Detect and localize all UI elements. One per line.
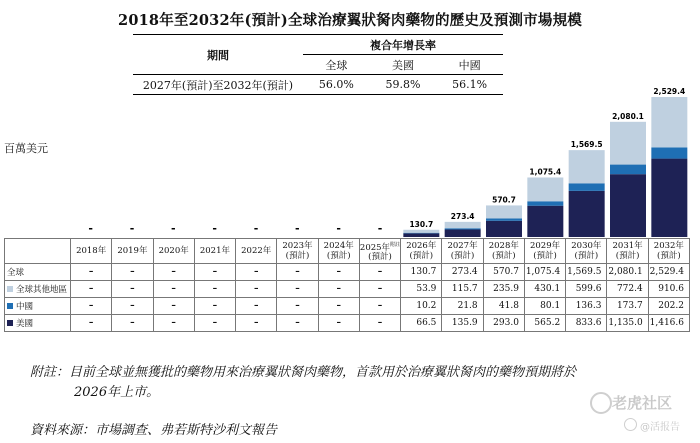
table-header-text: 2025年	[359, 242, 391, 253]
bar-segment-other	[651, 97, 687, 147]
table-cell: –	[71, 315, 112, 332]
table-cell: 570.7	[483, 264, 524, 281]
table-cell: 10.2	[401, 298, 442, 315]
table-header-cell	[112, 239, 153, 264]
table-cell: –	[277, 315, 318, 332]
table-cell: –	[277, 298, 318, 315]
bar-top-label: -	[377, 222, 383, 235]
table-cell: 273.4	[442, 264, 483, 281]
bar-top-label: 1,569.5	[570, 140, 603, 150]
table-cell: 2,529.4	[648, 264, 689, 281]
cagr-value-global: 56.0%	[303, 75, 370, 95]
table-header-text: 2028年	[488, 241, 519, 251]
table-cell: –	[112, 264, 153, 281]
table-cell: –	[112, 281, 153, 298]
bar-segment-other	[403, 230, 439, 233]
table-header-text: 2026年	[406, 241, 437, 251]
table-header-cell	[194, 239, 235, 264]
legend-swatch-us	[7, 320, 13, 326]
table-cell: 1,135.0	[607, 315, 648, 332]
table-cell: –	[71, 298, 112, 315]
bar-segment-us	[527, 206, 563, 237]
table-cell: 2,080.1	[607, 264, 648, 281]
note-line-1: 附註：目前全球並無獲批的藥物用來治療翼狀胬肉藥物，首款用於治療翼狀胬肉的藥物預期將於	[30, 365, 577, 380]
table-corner-cell	[5, 239, 71, 264]
table-row-label	[5, 264, 71, 281]
table-header-text: (預計)	[368, 252, 392, 263]
table-cell: –	[236, 298, 277, 315]
table-header-text: (預計)	[533, 251, 557, 261]
table-cell: 293.0	[483, 315, 524, 332]
cagr-period: 2027年(預計)至2032年(預計)	[133, 75, 303, 95]
table-cell: –	[153, 281, 194, 298]
table-cell: 430.1	[524, 281, 565, 298]
bar-segment-us	[486, 221, 522, 237]
table-cell: 130.7	[401, 264, 442, 281]
table-cell: 21.8	[442, 298, 483, 315]
bar-segment-china	[486, 218, 522, 220]
table-header-text: (預計)	[450, 251, 475, 261]
data-table	[4, 238, 690, 332]
table-cell: –	[153, 298, 194, 315]
cagr-col-global: 全球	[303, 55, 370, 75]
table-row	[5, 264, 690, 281]
table-header-text: 2018年	[76, 246, 107, 256]
cagr-value-us: 59.8%	[370, 75, 437, 95]
table-header-text: 2022年	[241, 246, 272, 256]
bar-segment-china	[445, 228, 481, 229]
table-row-label	[5, 315, 71, 332]
table-cell: 66.5	[401, 315, 442, 332]
bar-segment-other	[610, 122, 646, 165]
table-row-label-text: 美國	[16, 319, 34, 329]
table-header-cell	[648, 239, 689, 264]
bar-top-label: 273.4	[450, 211, 475, 221]
watermark-sub: @活报告	[640, 422, 680, 433]
cagr-header: 複合年增長率	[303, 35, 503, 55]
table-header-row	[5, 239, 690, 264]
table-header-cell	[607, 239, 648, 264]
table-header-text: (預計)	[615, 251, 640, 261]
table-header-cell	[483, 239, 524, 264]
table-cell: 202.2	[648, 298, 689, 315]
table-cell: –	[153, 264, 194, 281]
bar-top-label: 2,080.1	[612, 111, 644, 121]
source-note: 資料來源：市場調查、弗若斯特沙利文報告	[30, 423, 278, 438]
table-cell: 599.6	[566, 281, 607, 298]
table-header-text: (預計)	[574, 251, 599, 261]
table-header-text: (預計)	[285, 251, 310, 261]
table-row-label-text: 中國	[16, 302, 34, 312]
table-row-label	[5, 298, 71, 315]
legend-swatch-china	[7, 303, 13, 309]
table-cell: –	[112, 298, 153, 315]
table-header-cell	[401, 239, 442, 264]
table-cell: –	[153, 315, 194, 332]
note-line-2: 2026年上市。	[74, 385, 160, 400]
table-header-text: 2027年	[447, 241, 478, 251]
footnote-marker: 附註	[390, 241, 401, 248]
bar-top-label: -	[129, 222, 135, 235]
table-header-text: 2024年	[323, 241, 354, 251]
table-header-text: 2023年	[282, 241, 313, 251]
table-header-cell	[153, 239, 194, 264]
table-cell: 565.2	[524, 315, 565, 332]
bar-segment-other	[569, 150, 605, 183]
bar-segment-china	[527, 201, 563, 205]
table-row	[5, 298, 690, 315]
table-header-text: 2021年	[199, 246, 230, 256]
cagr-value-china: 56.1%	[436, 75, 503, 95]
table-header-text: 2019年	[117, 246, 148, 256]
table-row	[5, 315, 690, 332]
bar-top-label: 570.7	[492, 195, 516, 205]
table-row-label-text: 全球	[7, 268, 25, 278]
table-header-cell	[566, 239, 607, 264]
table-cell: 772.4	[607, 281, 648, 298]
bar-segment-other	[486, 205, 522, 218]
table-header-text: (預計)	[657, 251, 681, 261]
table-cell: 833.6	[566, 315, 607, 332]
table-cell: 135.9	[442, 315, 483, 332]
bar-top-label: -	[253, 222, 259, 235]
table-cell: –	[318, 264, 359, 281]
bar-segment-china	[569, 183, 605, 191]
table-header-text: 2032年	[653, 241, 684, 251]
cagr-col-us: 美國	[370, 55, 437, 75]
table-header-text: (預計)	[491, 251, 516, 261]
bar-top-label: -	[88, 222, 93, 235]
table-cell: 53.9	[401, 281, 442, 298]
bar-top-label: -	[212, 222, 217, 235]
bar-top-label: 2,529.4	[653, 87, 686, 96]
table-cell: –	[359, 298, 400, 315]
bar-top-label: -	[295, 222, 300, 235]
table-cell: –	[236, 264, 277, 281]
table-cell: –	[194, 315, 235, 332]
table-cell: 115.7	[442, 281, 483, 298]
bar-segment-china	[403, 233, 439, 234]
chart-title: 2018年至2032年(預計)全球治療翼狀胬肉藥物的歷史及預測市場規模	[118, 12, 582, 29]
table-header-text: (預計)	[326, 251, 351, 261]
bar-segment-us	[651, 159, 687, 237]
table-header-text: (預計)	[409, 251, 434, 261]
table-cell: –	[194, 298, 235, 315]
table-cell: 1,075.4	[524, 264, 565, 281]
bar-segment-other	[527, 177, 563, 201]
table-cell: 173.7	[607, 298, 648, 315]
bar-top-label: 1,075.4	[529, 167, 562, 177]
table-cell: –	[71, 281, 112, 298]
table-cell: –	[236, 281, 277, 298]
table-cell: –	[277, 281, 318, 298]
table-cell: 235.9	[483, 281, 524, 298]
watermark-logo-icon	[590, 392, 612, 414]
table-cell: –	[71, 264, 112, 281]
table-cell: –	[359, 281, 400, 298]
table-row-label-text: 全球其他地區	[16, 285, 68, 295]
cagr-header-period: 期間	[133, 35, 303, 75]
table-header-cell	[524, 239, 565, 264]
table-cell: 136.3	[566, 298, 607, 315]
bar-segment-other	[445, 222, 481, 228]
table-header-cell	[442, 239, 483, 264]
table-cell: –	[318, 298, 359, 315]
table-cell: –	[236, 315, 277, 332]
cagr-col-china: 中國	[436, 55, 503, 75]
table-header-text: 2029年	[529, 241, 561, 251]
table-cell: 1,416.6	[648, 315, 689, 332]
table-cell: –	[359, 315, 400, 332]
table-header-cell	[277, 239, 318, 264]
table-cell: 80.1	[524, 298, 565, 315]
legend-swatch-other	[7, 286, 13, 292]
table-cell: 910.6	[648, 281, 689, 298]
table-header-cell	[359, 239, 400, 264]
bar-top-label: -	[171, 222, 176, 235]
bar-segment-us	[569, 191, 605, 237]
bar-segment-us	[445, 229, 481, 237]
bar-segment-us	[610, 174, 646, 237]
table-cell: –	[318, 315, 359, 332]
table-row-label	[5, 281, 71, 298]
bar-segment-china	[651, 147, 687, 158]
bar-segment-us	[403, 233, 439, 237]
table-header-cell	[71, 239, 112, 264]
table-cell: –	[112, 315, 153, 332]
bar-segment-china	[610, 165, 646, 175]
watermark-brand: 老虎社区	[612, 394, 673, 412]
table-cell: –	[359, 264, 400, 281]
table-header-cell	[236, 239, 277, 264]
watermark-small-icon	[624, 418, 637, 431]
table-cell: –	[194, 264, 235, 281]
table-header-text: 2031年	[612, 241, 643, 251]
unit-label: 百萬美元	[4, 142, 48, 155]
table-row	[5, 281, 690, 298]
bar-top-label: 130.7	[409, 219, 434, 229]
table-header-text: 2030年	[571, 241, 602, 251]
table-cell: –	[277, 264, 318, 281]
bar-top-label: -	[336, 222, 341, 235]
table-cell: –	[318, 281, 359, 298]
table-cell: –	[194, 281, 235, 298]
table-cell: 1,569.5	[566, 264, 607, 281]
table-header-text: 2020年	[158, 246, 189, 256]
table-header-cell	[318, 239, 359, 264]
table-cell: 41.8	[483, 298, 524, 315]
